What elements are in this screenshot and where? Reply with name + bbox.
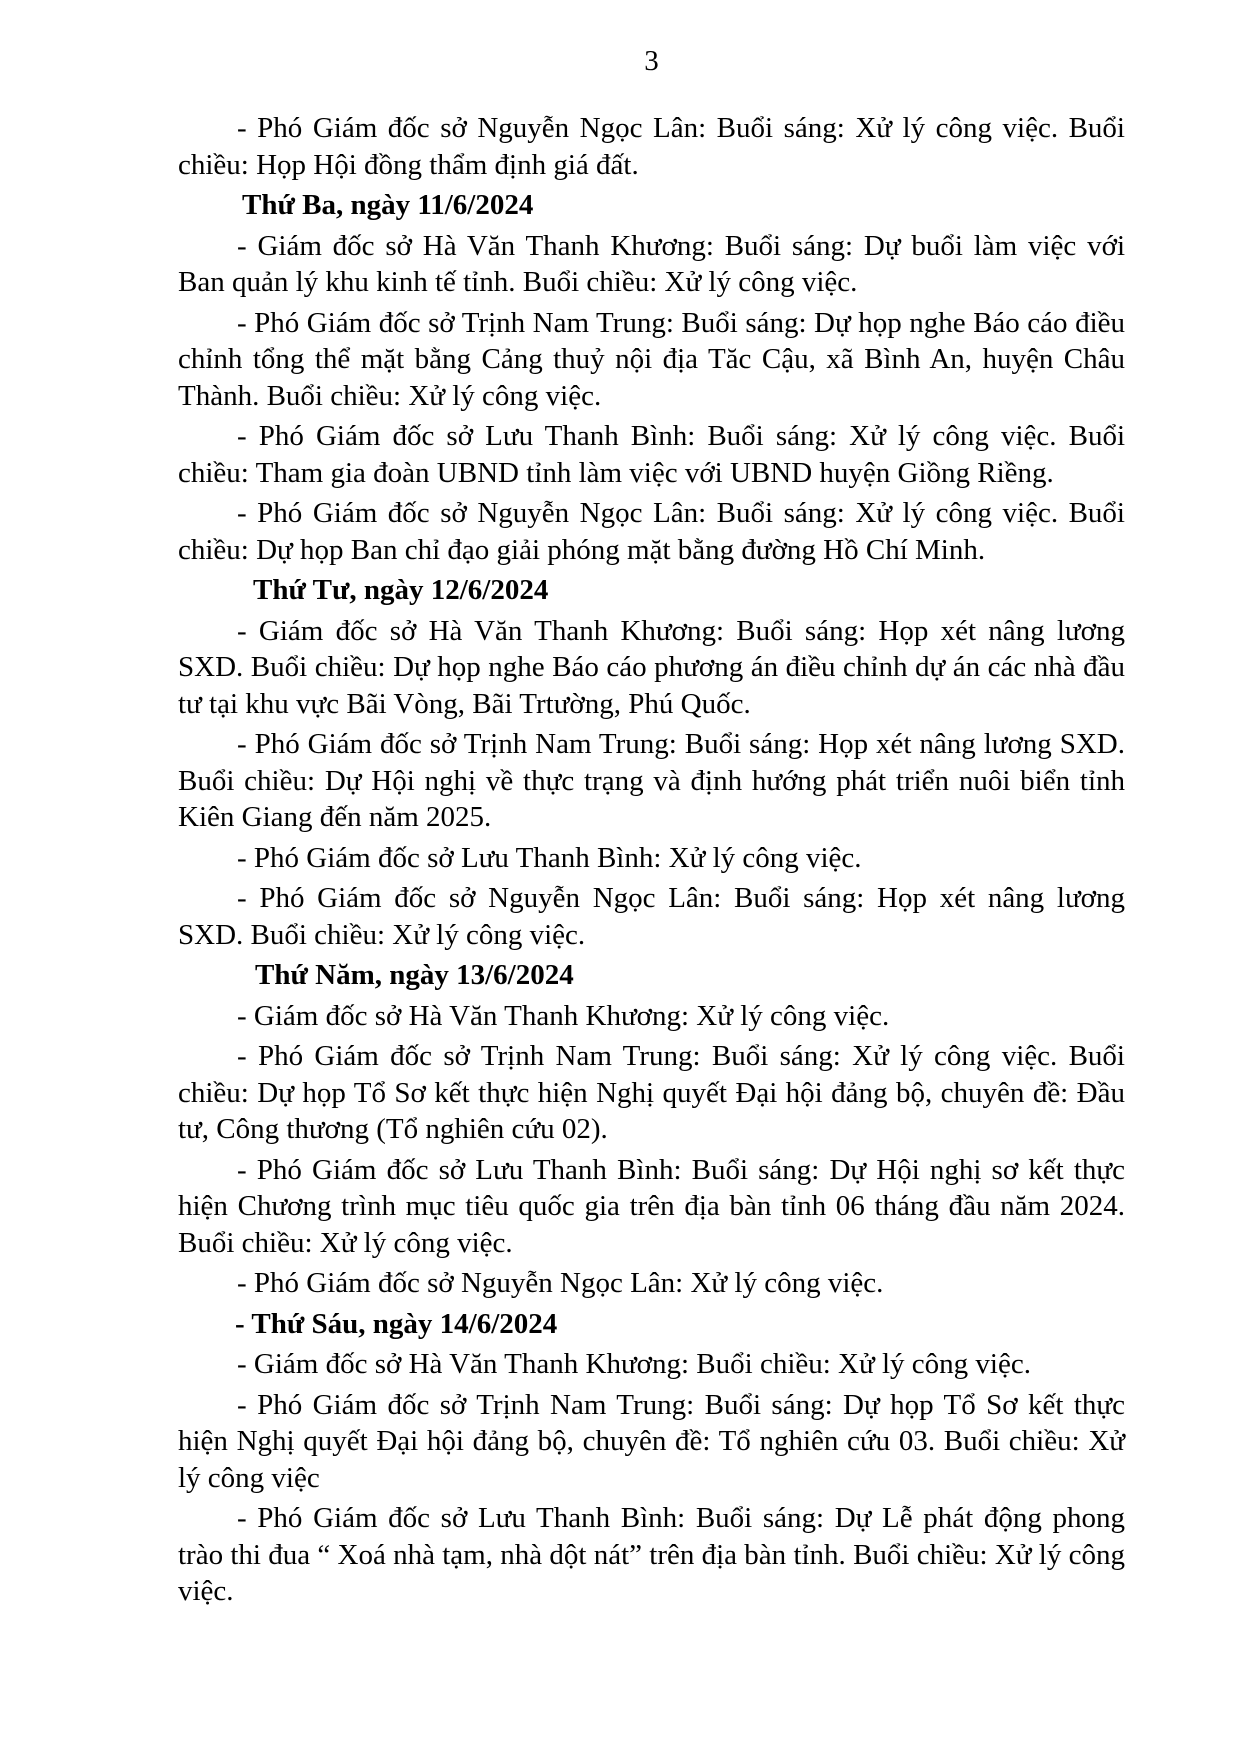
schedule-paragraph: - Phó Giám đốc sở Nguyễn Ngọc Lân: Buổi sáng: Xử lý công việc. Buổi chiều: Dự họp Ban chỉ đạo giải phóng mặt bằng đường Hồ Chí Minh.	[178, 497, 1125, 566]
day-heading: - Thứ Sáu, ngày 14/6/2024	[235, 1307, 558, 1340]
schedule-paragraph: - Phó Giám đốc sở Lưu Thanh Bình: Buổi sáng: Dự Hội nghị sơ kết thực hiện Chương trình mục tiêu quốc gia trên địa bàn tỉnh 06 tháng đầu năm 2024. Buổi chiều: Xử lý công việc.	[178, 1153, 1125, 1259]
schedule-content	[178, 106, 1125, 1614]
schedule-paragraph: - Giám đốc sở Hà Văn Thanh Khương: Buổi sáng: Dự buổi làm việc với Ban quản lý khu kinh tế tỉnh. Buổi chiều: Xử lý công việc.	[178, 229, 1125, 298]
day-heading: Thứ Năm, ngày 13/6/2024	[255, 959, 574, 991]
schedule-paragraph: - Phó Giám đốc sở Lưu Thanh Bình: Buổi sáng: Xử lý công việc. Buổi chiều: Tham gia đoàn UBND tỉnh làm việc với UBND huyện Giồng Riềng.	[178, 420, 1125, 489]
day-heading: Thứ Ba, ngày 11/6/2024	[242, 189, 534, 221]
schedule-paragraph: - Giám đốc sở Hà Văn Thanh Khương: Xử lý công việc.	[237, 999, 890, 1032]
schedule-paragraph: - Giám đốc sở Hà Văn Thanh Khương: Buổi chiều: Xử lý công việc.	[237, 1348, 1031, 1380]
schedule-paragraph: - Phó Giám đốc sở Lưu Thanh Bình: Xử lý công việc.	[237, 841, 862, 874]
page-number: 3	[644, 45, 659, 77]
schedule-paragraph: - Giám đốc sở Hà Văn Thanh Khương: Buổi sáng: Họp xét nâng lương SXD. Buổi chiều: Dự họp nghe Báo cáo phương án điều chỉnh dự án các nhà đầu tư tại khu vực Bãi Vòng, Bãi Trtường, Phú Quốc.	[178, 614, 1125, 720]
schedule-paragraph: - Phó Giám đốc sở Lưu Thanh Bình: Buổi sáng: Dự Lễ phát động phong trào thi đua “ Xoá nhà tạm, nhà dột nát” trên địa bàn tỉnh. Buổi chiều: Xử lý công việc.	[178, 1502, 1125, 1607]
day-heading: Thứ Tư, ngày 12/6/2024	[253, 574, 549, 606]
schedule-paragraph: - Phó Giám đốc sở Nguyễn Ngọc Lân: Buổi sáng: Họp xét nâng lương SXD. Buổi chiều: Xử lý công việc.	[178, 882, 1125, 951]
schedule-paragraph: - Phó Giám đốc sở Trịnh Nam Trung: Buổi sáng: Dự họp nghe Báo cáo điều chỉnh tổng thể mặt bằng Cảng thuỷ nội địa Tăc Cậu, xã Bình An, huyện Châu Thành. Buổi chiều: Xử lý công việc.	[178, 306, 1125, 412]
schedule-paragraph: - Phó Giám đốc sở Nguyễn Ngọc Lân: Xử lý công việc.	[237, 1267, 884, 1299]
schedule-paragraph: - Phó Giám đốc sở Nguyễn Ngọc Lân: Buổi sáng: Xử lý công việc. Buổi chiều: Họp Hội đồng thẩm định giá đất.	[178, 112, 1125, 181]
schedule-paragraph: - Phó Giám đốc sở Trịnh Nam Trung: Buổi sáng: Họp xét nâng lương SXD. Buổi chiều: Dự Hội nghị về thực trạng và định hướng phát triển nuôi biển tỉnh Kiên Giang đến năm 2025.	[178, 728, 1125, 833]
schedule-paragraph: - Phó Giám đốc sở Trịnh Nam Trung: Buổi sáng: Xử lý công việc. Buổi chiều: Dự họp Tổ Sơ kết thực hiện Nghị quyết Đại hội đảng bộ, chuyên đề: Đầu tư, Công thương (Tổ nghiên cứu 02).	[178, 1040, 1125, 1145]
schedule-paragraph: - Phó Giám đốc sở Trịnh Nam Trung: Buổi sáng: Dự họp Tổ Sơ kết thực hiện Nghị quyết Đại hội đảng bộ, chuyên đề: Tổ nghiên cứu 03. Buổi chiều: Xử lý công việc	[178, 1388, 1125, 1494]
